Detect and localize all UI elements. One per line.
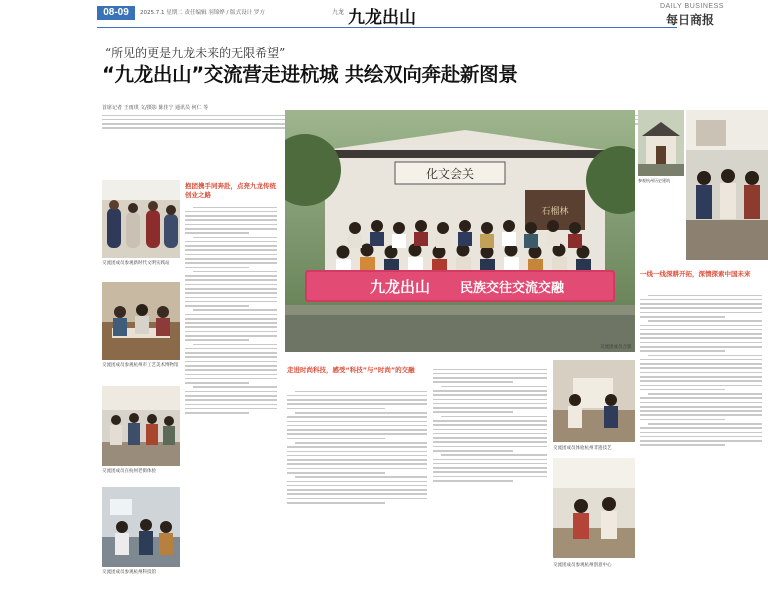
section-subhead: 抱团携手同奔赴，点亮九龙传统创业之路 [185, 182, 276, 199]
photo-historic-building [638, 110, 684, 176]
photo-heritage-craft [553, 360, 635, 442]
body-column [640, 292, 762, 584]
banner-slogan-text: 民族交往交流交融 [460, 281, 565, 296]
body-column [287, 388, 427, 583]
headline: “九龙出山”交流营走进杭城 共绘双向奔赴新图景 [102, 63, 518, 86]
stone-plaque-text: 石榴林 [541, 207, 569, 217]
photo-caption: 参观杭州历史建筑 [638, 178, 670, 183]
photo-creative-center [553, 458, 635, 558]
paper-name: 每日商报 [666, 13, 715, 27]
photo-caption: 交流团成员参观杭州科技馆 [102, 570, 156, 575]
dateline: 2025.7.1 星期二 责任编辑 羽锦烨 / 版式设计 罗方 [140, 10, 265, 16]
body-column [433, 366, 547, 586]
photo-cultural-station [102, 180, 180, 258]
daily-business-label: DAILY BUSINESS [660, 3, 724, 10]
logo-small-text: 九龙 [332, 9, 345, 16]
masthead-rule [97, 27, 677, 28]
building-sign-text: 化文会关 [425, 167, 475, 181]
photo-caption: 交流团成员合影 [600, 345, 632, 350]
photo-caption: 交流团成员参观杭州创意中心 [553, 563, 612, 568]
photo-science-museum [102, 487, 180, 567]
photo-caption: 交流团成员参观杭州市工艺美术博物馆 [102, 363, 179, 368]
photo-caption: 交流团成员参观新时代文明实践站 [102, 261, 170, 266]
byline: 首席记者 王雨琪 文/摄影 陈佳宁 通讯员 何仁 等 [102, 105, 209, 111]
column-logo [330, 4, 450, 26]
masthead [0, 0, 768, 28]
banner-brand-text: 九龙出山 [370, 278, 431, 296]
group-photo [285, 110, 635, 352]
page-number-badge: 08-09 [97, 6, 135, 20]
body-column [185, 204, 277, 584]
photo-caption: 交流团成员体验杭州非遗技艺 [553, 446, 612, 451]
photo-old-street [102, 386, 180, 466]
logo-text: 九龙出山 [348, 8, 416, 26]
section-subhead: 一线一线深耕开拓，深情探索中国未来 [640, 270, 751, 278]
photo-arts-museum [102, 282, 180, 360]
photo-visit-group [686, 110, 768, 260]
section-subhead: 走进时尚科技，感受“科技”与“时尚”的交融 [287, 366, 415, 374]
photo-caption: 交流团成员在杭州老街体验 [102, 469, 156, 474]
kicker: “所见的更是九龙未来的无限希望” [105, 46, 286, 60]
